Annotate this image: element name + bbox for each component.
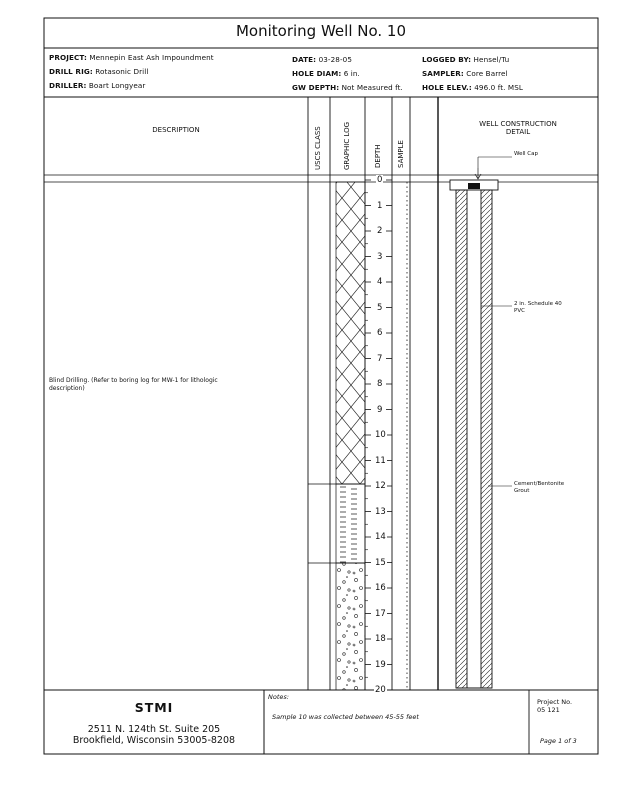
project-number-value: 05 121 — [537, 706, 560, 714]
sample-header: SAMPLE — [397, 140, 405, 168]
hole-diam-label: HOLE DIAM: — [292, 69, 342, 78]
depth-label: 0 — [377, 175, 383, 185]
project-field — [49, 53, 214, 62]
gw-depth-value: Not Measured ft. — [341, 83, 403, 92]
hole-diam-field — [292, 69, 360, 78]
well-construction-detail: DETAIL — [505, 128, 531, 136]
well-construction-title: WELL CONSTRUCTION — [479, 120, 557, 128]
depth-label: 13 — [375, 506, 386, 517]
depth-label: 4 — [377, 277, 383, 287]
page-number: Page 1 of 3 — [540, 737, 577, 745]
well-construction-header — [440, 120, 596, 136]
notes-label: Notes: — [268, 693, 289, 701]
gw-depth-label: GW DEPTH: — [292, 83, 340, 92]
driller-field — [49, 81, 145, 90]
hole-elev-label: HOLE ELEV.: — [422, 83, 472, 92]
hole-diam-value: 6 in. — [343, 69, 360, 78]
depth-label: 16 — [375, 583, 386, 593]
depth-label: 10 — [375, 430, 386, 440]
depth-label: 20 — [375, 685, 386, 695]
project-number-block — [537, 698, 572, 714]
depth-label: 5 — [377, 302, 383, 313]
uscs-class-header: USCS CLASS — [314, 126, 322, 170]
depth-label: 3 — [377, 251, 383, 262]
sampler-field — [422, 69, 508, 78]
depth-label: 9 — [377, 404, 383, 415]
gw-depth-field — [292, 83, 403, 92]
address-line-2: Brookfield, Wisconsin 53005-8208 — [72, 735, 236, 746]
well-cap-label: Well Cap — [514, 151, 539, 157]
depth-label: 8 — [377, 379, 383, 389]
driller-value: Boart Longyear — [88, 81, 146, 90]
date-label: DATE: — [292, 55, 317, 64]
logged-by-value: Hensel/Tu — [473, 55, 510, 64]
sampler-value: Core Barrel — [466, 69, 508, 78]
drill-rig-value: Rotasonic Drill — [95, 67, 149, 76]
depth-label: 2 — [377, 226, 383, 236]
project-number-label: Project No. — [537, 698, 573, 706]
project-label: PROJECT: — [49, 53, 87, 62]
depth-label: 7 — [377, 353, 383, 364]
depth-label: 18 — [375, 634, 386, 644]
driller-label: DRILLER: — [49, 81, 87, 90]
depth-label: 19 — [375, 659, 386, 670]
depth-label: 14 — [375, 532, 386, 542]
grout-line-1: Cement/Bentonite — [514, 481, 565, 487]
page-title: Monitoring Well No. 10 — [235, 22, 407, 40]
date-value: 03-28-05 — [318, 55, 352, 64]
description-line-2: description) — [49, 385, 85, 392]
depth-label: 12 — [375, 481, 386, 491]
depth-label: 11 — [375, 455, 386, 466]
casing-line-2: PVC — [514, 308, 525, 314]
address-line-1: 2511 N. 124th St. Suite 205 — [87, 724, 221, 735]
description-line-1: Blind Drilling. (Refer to boring log for MW-1 for lithologic — [49, 377, 218, 384]
depth-label: 15 — [375, 557, 386, 568]
drill-rig-field — [49, 67, 148, 76]
depth-label: 6 — [377, 328, 383, 338]
casing-line-1: 2 in. Schedule 40 — [514, 301, 562, 307]
casing-label — [514, 301, 562, 315]
company-name: STMI — [134, 700, 174, 715]
description-text — [49, 377, 304, 393]
description-header: DESCRIPTION — [152, 126, 200, 134]
depth-header: DEPTH — [374, 144, 382, 168]
hole-elev-value: 496.0 ft. MSL — [474, 83, 523, 92]
grout-label — [514, 481, 564, 495]
logged-by-field — [422, 55, 509, 64]
sampler-label: SAMPLER: — [422, 69, 464, 78]
grout-line-2: Grout — [514, 488, 530, 494]
depth-label: 1 — [377, 200, 383, 211]
company-address — [44, 724, 264, 746]
depth-label: 17 — [375, 608, 386, 619]
logged-by-label: LOGGED BY: — [422, 55, 472, 64]
graphic-log-header: GRAPHIC LOG — [343, 121, 351, 170]
drill-rig-label: DRILL RIG: — [49, 67, 93, 76]
project-value: Mennepin East Ash Impoundment — [89, 53, 214, 62]
hole-elev-field — [422, 83, 523, 92]
date-field — [292, 55, 352, 64]
notes-text: Sample 10 was collected between 45-55 feet — [272, 713, 419, 721]
